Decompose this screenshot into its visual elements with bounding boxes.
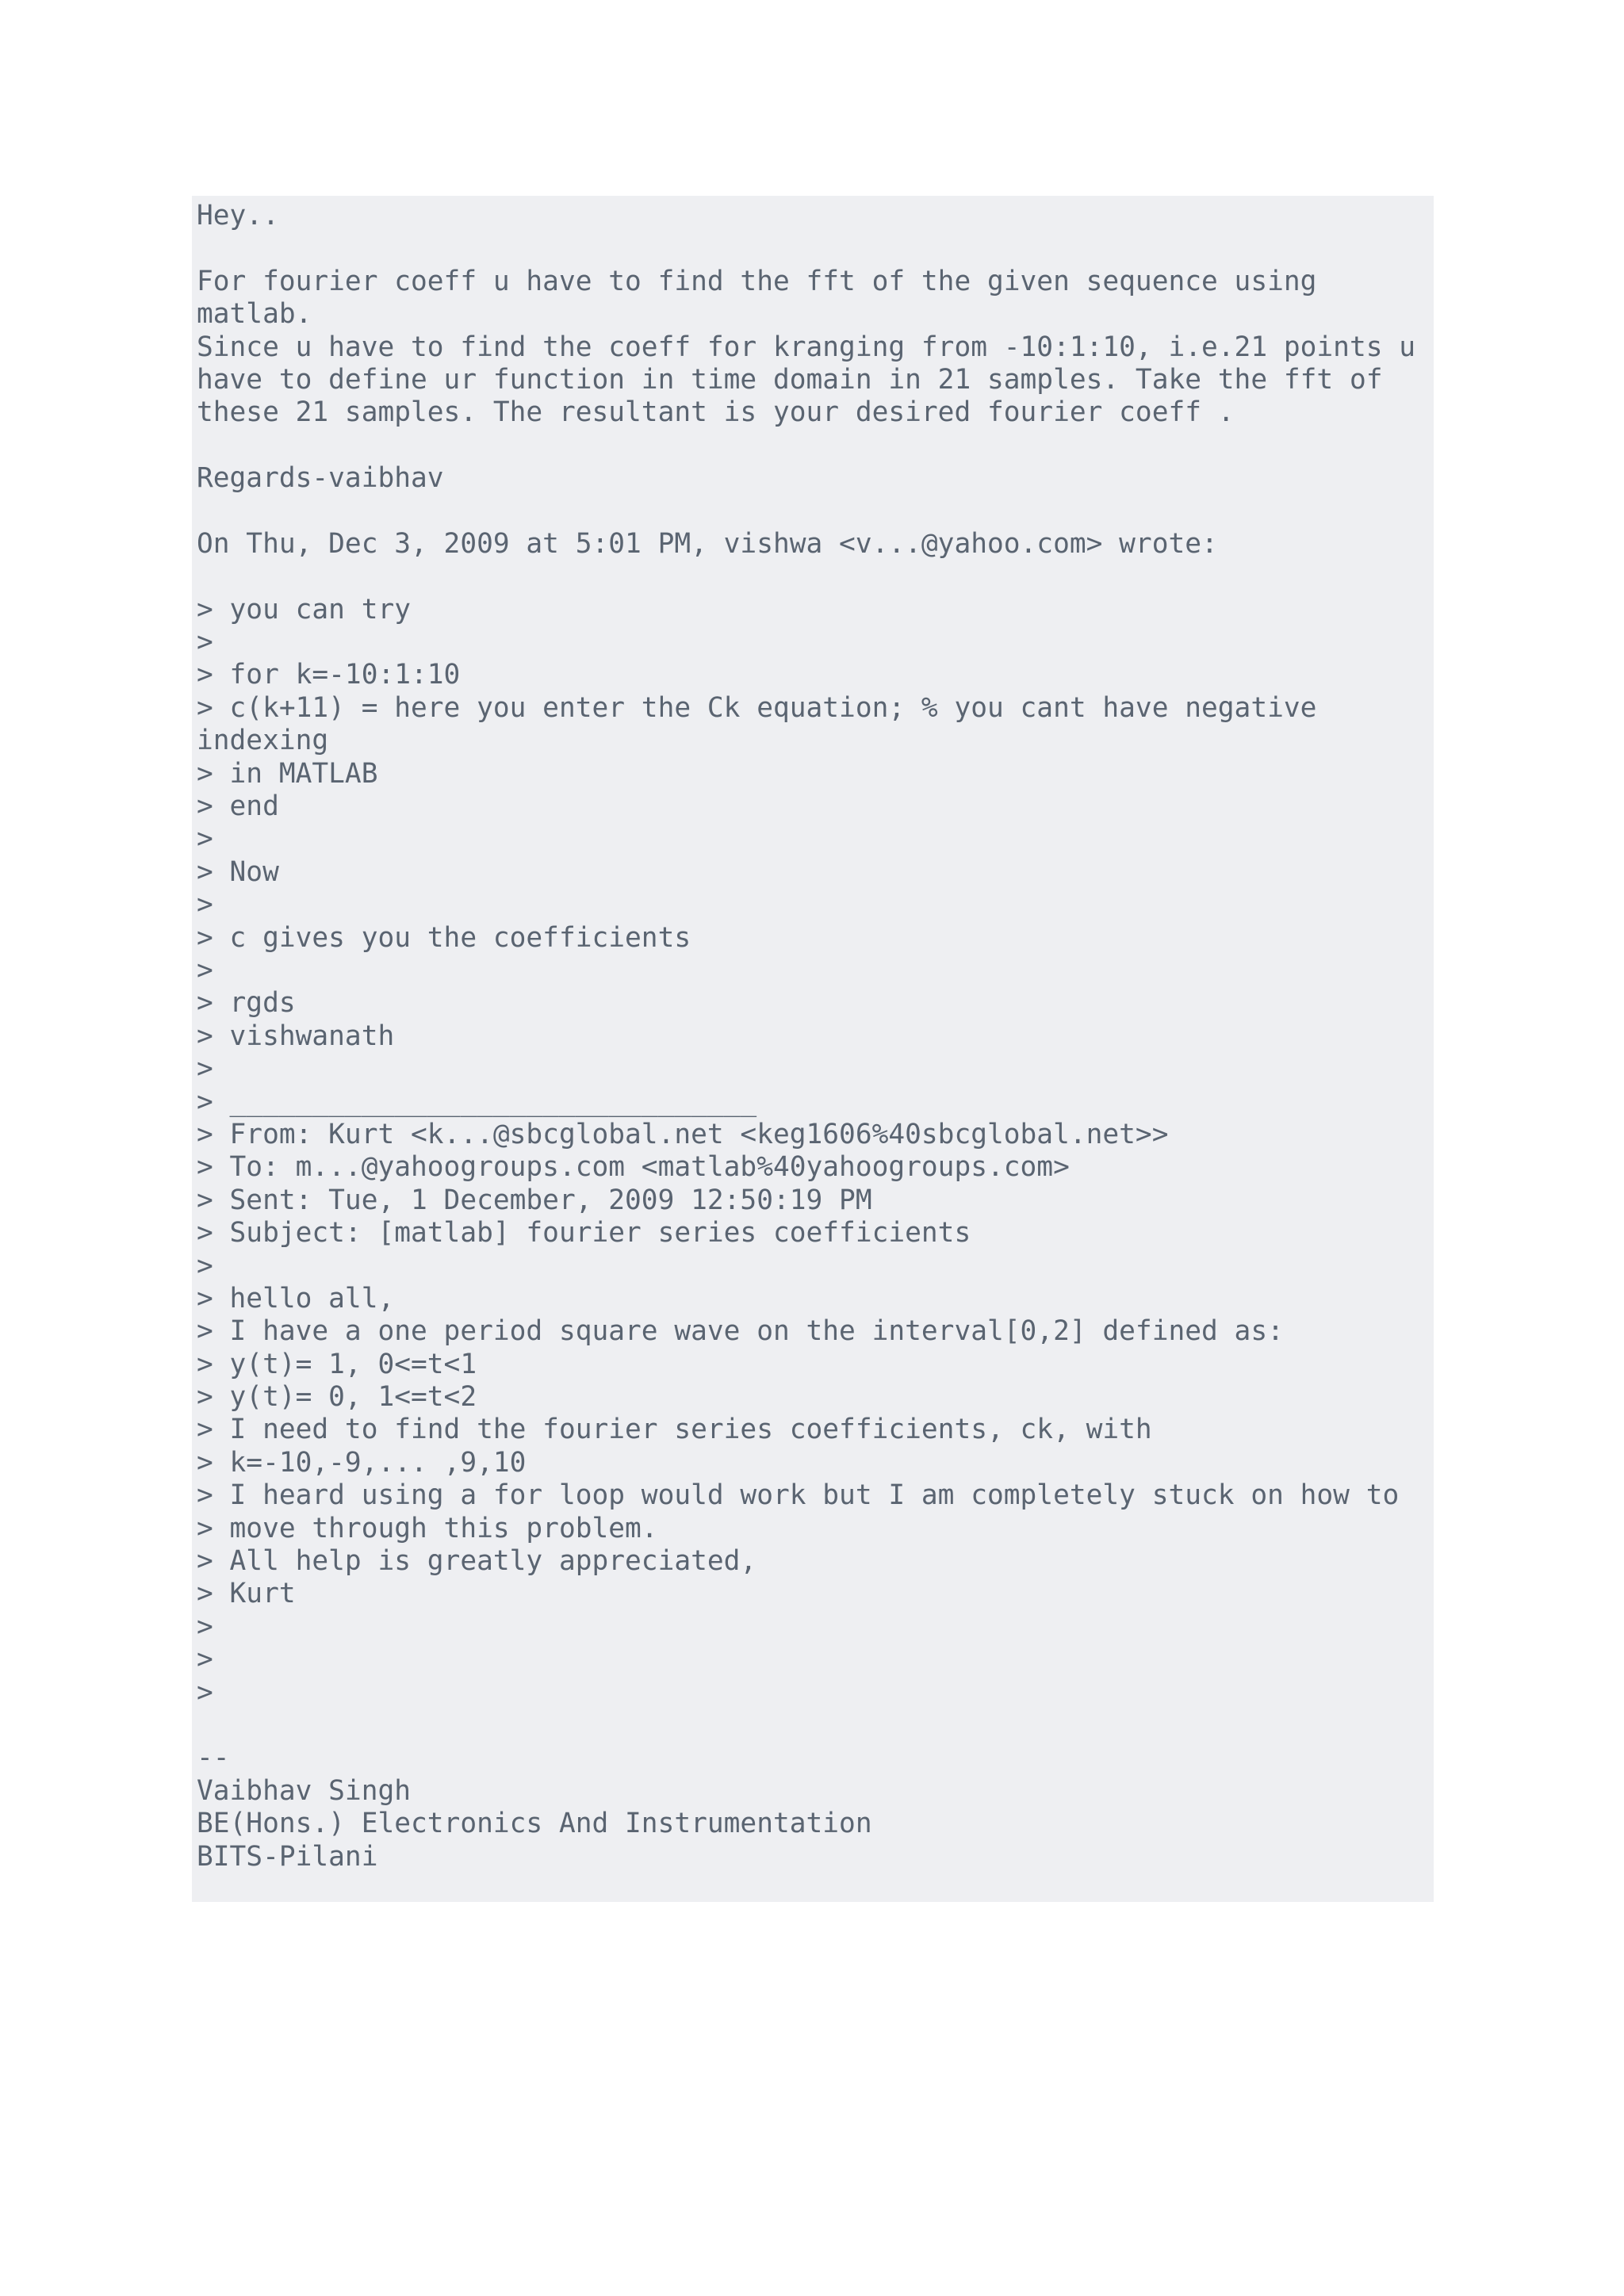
- quoted-line: > move through this problem.: [197, 1512, 658, 1544]
- quoted-line: > Now: [197, 855, 279, 888]
- email-message: [192, 196, 1434, 1902]
- quoted-separator: > ________________________________: [197, 1085, 757, 1118]
- quoted-line: > for k=-10:1:10: [197, 659, 461, 691]
- quoted-to: > To: m...@yahoogroups.com <matlab%40yahoogroups.com>: [197, 1151, 1070, 1184]
- quoted-line: > y(t)= 0, 1<=t<2: [197, 1381, 477, 1414]
- quoted-sent: > Sent: Tue, 1 December, 2009 12:50:19 PM: [197, 1184, 872, 1216]
- message-line: matlab.: [197, 298, 312, 331]
- quoted-line: > you can try: [197, 593, 412, 626]
- quoted-line: > I have a one period square wave on the interval[0,2] defined as:: [197, 1315, 1284, 1348]
- signature-institution: BITS-Pilani: [197, 1840, 378, 1873]
- quoted-line: >: [197, 1053, 213, 1085]
- quoted-line: indexing: [197, 725, 329, 757]
- quoted-from: > From: Kurt <k...@sbcglobal.net <keg1606%40sbcglobal.net>>: [197, 1118, 1169, 1150]
- quoted-line: > All help is greatly appreciated,: [197, 1545, 757, 1578]
- quoted-line: > in MATLAB: [197, 757, 378, 790]
- quoted-line: >: [197, 1249, 213, 1282]
- quoted-line: > rgds: [197, 987, 296, 1020]
- message-line: [197, 1709, 1431, 1742]
- quoted-line: >: [197, 1676, 213, 1709]
- quoted-subject: > Subject: [matlab] fourier series coefficients: [197, 1217, 971, 1249]
- signature-degree: BE(Hons.) Electronics And Instrumentation: [197, 1808, 872, 1840]
- quoted-line: >: [197, 889, 213, 921]
- quoted-line: > end: [197, 790, 279, 823]
- quoted-line: > y(t)= 1, 0<=t<1: [197, 1348, 477, 1380]
- message-line: [197, 561, 1431, 593]
- quoted-line: > c gives you the coefficients: [197, 921, 691, 954]
- quoted-line: > I heard using a for loop would work but I am completely stuck on how to: [197, 1479, 1400, 1512]
- message-line: Hey..: [197, 200, 279, 232]
- quoted-line: >: [197, 1610, 213, 1643]
- quoted-line: >: [197, 823, 213, 855]
- quoted-line: >: [197, 954, 213, 986]
- quoted-line: >: [197, 626, 213, 659]
- message-line: these 21 samples. The resultant is your desired fourier coeff .: [197, 396, 1235, 429]
- quote-header: On Thu, Dec 3, 2009 at 5:01 PM, vishwa <v...@yahoo.com> wrote:: [197, 527, 1218, 560]
- message-line: [197, 496, 1431, 528]
- quoted-line: > k=-10,-9,... ,9,10: [197, 1446, 527, 1479]
- message-line: For fourier coeff u have to find the fft of the given sequence using: [197, 265, 1317, 297]
- quoted-line: > Kurt: [197, 1578, 296, 1610]
- signature-separator: --: [197, 1742, 230, 1774]
- quoted-line: >: [197, 1644, 213, 1676]
- quoted-line: > vishwanath: [197, 1020, 395, 1052]
- quoted-line: > c(k+11) = here you enter the Ck equation; % you cant have negative: [197, 691, 1317, 724]
- signature-name: Vaibhav Singh: [197, 1774, 412, 1807]
- message-line: have to define ur function in time domain in 21 samples. Take the fft of: [197, 363, 1383, 396]
- message-line: Since u have to find the coeff for kranging from -10:1:10, i.e.21 points u: [197, 331, 1416, 363]
- signature-greeting: Regards-vaibhav: [197, 462, 444, 495]
- quoted-line: > I need to find the fourier series coefficients, ck, with: [197, 1414, 1152, 1446]
- message-line: [197, 430, 1431, 462]
- message-line: [197, 232, 1431, 265]
- quoted-line: > hello all,: [197, 1282, 395, 1314]
